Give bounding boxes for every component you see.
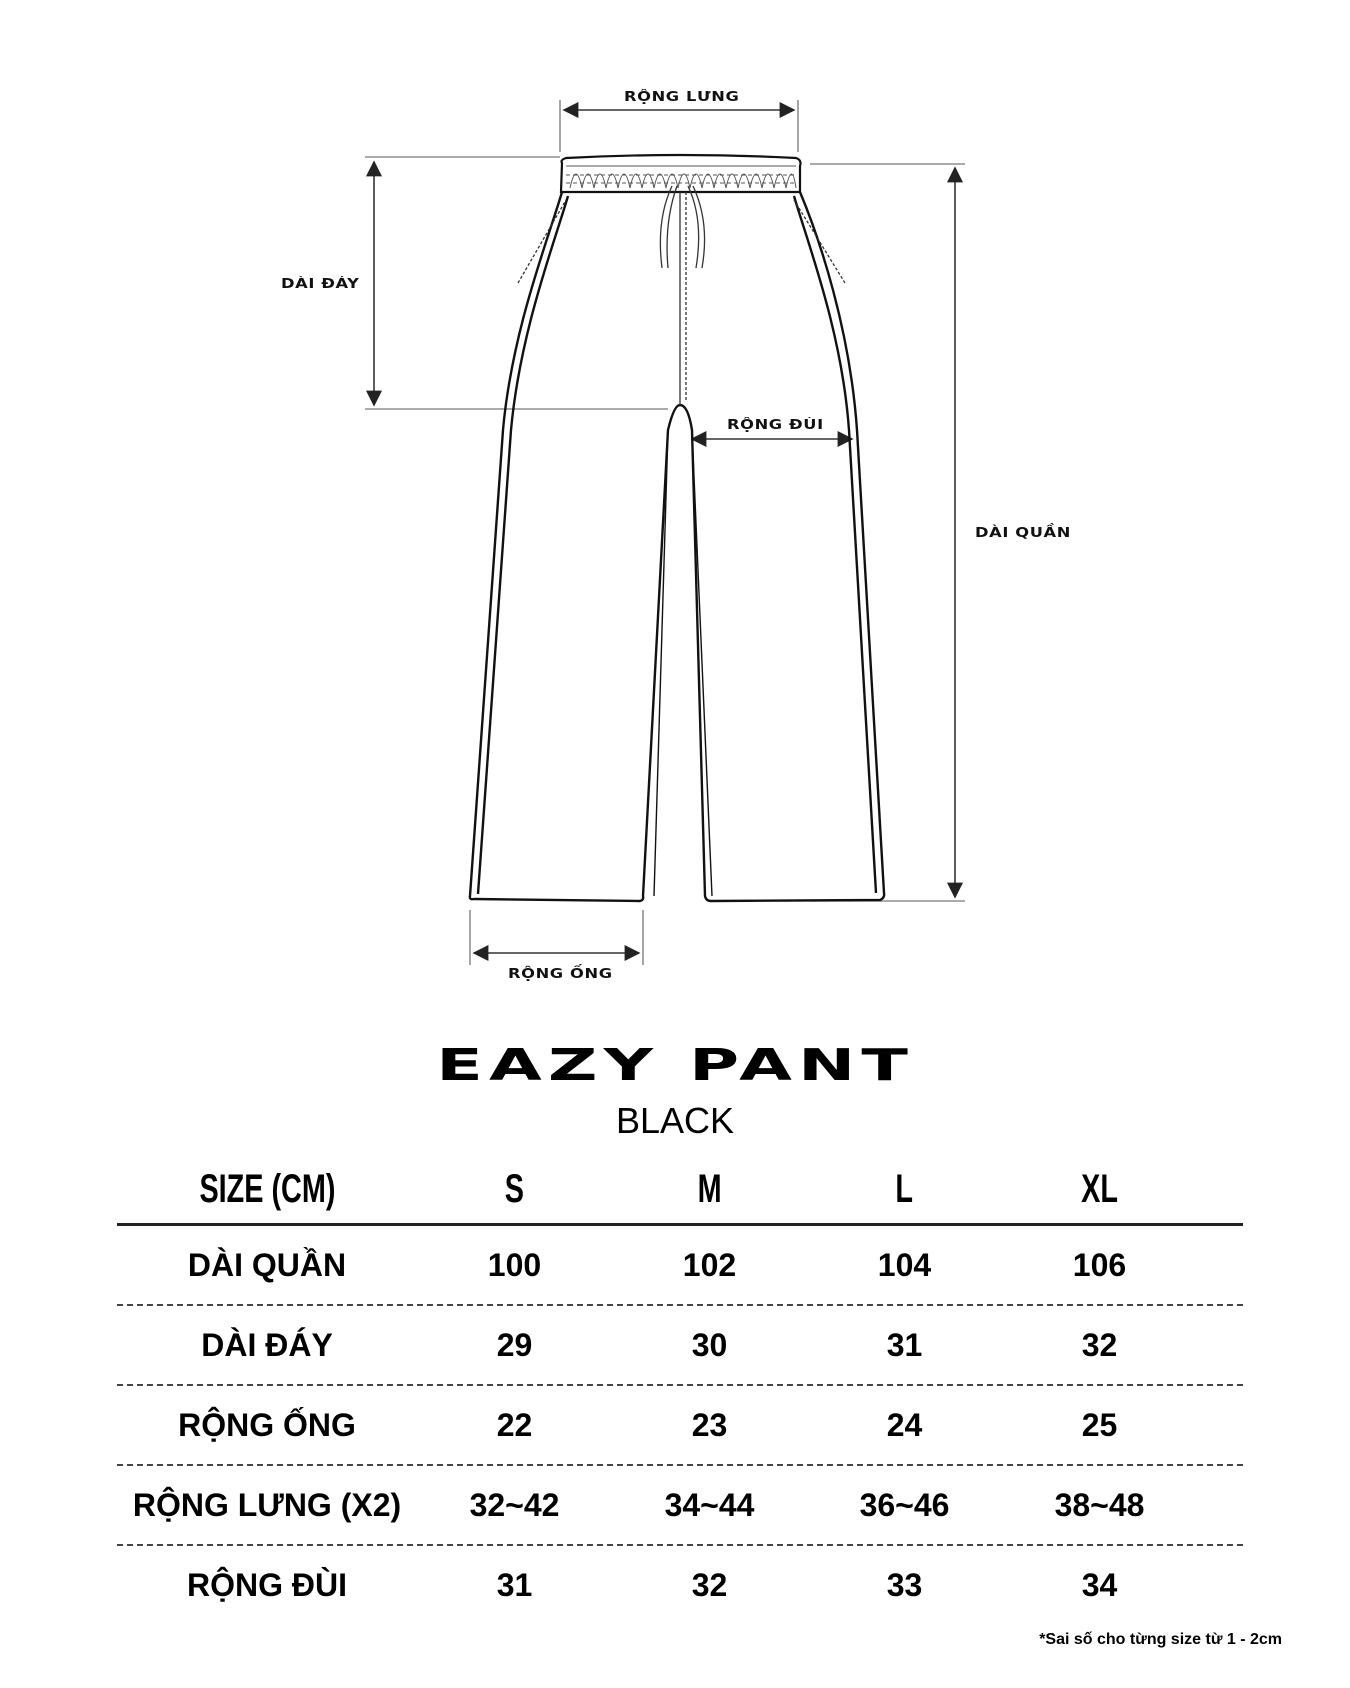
header-size-l: L <box>895 1166 914 1211</box>
product-color: BLACK <box>615 1100 735 1141</box>
table-row <box>117 1466 1243 1546</box>
cell-value: 29 <box>496 1326 533 1363</box>
size-table <box>117 1155 1243 1624</box>
dimension-label-dai-day: DÀI ĐÁY <box>281 277 360 292</box>
cell-value: 36~46 <box>859 1486 950 1523</box>
header-size-xl: XL <box>1081 1166 1118 1211</box>
row-label: DÀI QUẦN <box>187 1246 347 1283</box>
cell-value: 22 <box>496 1406 533 1443</box>
size-table-header <box>117 1155 1243 1226</box>
dimension-label-rong-ong: RỘNG ỐNG <box>508 967 613 982</box>
row-label: RỘNG LƯNG (X2) <box>132 1486 402 1523</box>
dimension-label-rong-dui: RỘNG ĐÙI <box>727 418 824 433</box>
row-label: RỘNG ĐÙI <box>187 1566 347 1603</box>
cell-value: 34 <box>1081 1566 1118 1603</box>
table-row <box>117 1386 1243 1466</box>
cell-value: 24 <box>886 1406 923 1443</box>
cell-value: 102 <box>682 1246 737 1283</box>
cell-value: 31 <box>496 1566 533 1603</box>
product-title <box>0 1040 1350 1091</box>
product-name: EAZY PANT <box>436 1040 914 1091</box>
table-row <box>117 1226 1243 1306</box>
header-size-m: M <box>697 1166 722 1211</box>
cell-value: 30 <box>691 1326 728 1363</box>
cell-value: 32 <box>1081 1326 1118 1363</box>
cell-value: 38~48 <box>1054 1486 1145 1523</box>
cell-value: 104 <box>877 1246 932 1283</box>
cell-value: 34~44 <box>664 1486 755 1523</box>
cell-value: 31 <box>886 1326 923 1363</box>
table-row <box>117 1546 1243 1624</box>
cell-value: 32 <box>691 1566 728 1603</box>
header-size-cm: SIZE (CM) <box>199 1166 335 1211</box>
cell-value: 106 <box>1072 1246 1127 1283</box>
dimension-label-rong-lung: RỘNG LƯNG <box>624 90 740 105</box>
row-label: RỘNG ỐNG <box>178 1406 356 1443</box>
cell-value: 32~42 <box>469 1486 560 1523</box>
dimension-label-dai-quan: DÀI QUẦN <box>975 526 1071 541</box>
cell-value: 100 <box>487 1246 542 1283</box>
header-size-s: S <box>504 1166 525 1211</box>
cell-value: 25 <box>1081 1406 1118 1443</box>
cell-value: 33 <box>886 1566 923 1603</box>
cell-value: 23 <box>691 1406 728 1443</box>
row-label: DÀI ĐÁY <box>201 1326 333 1363</box>
tolerance-footnote: *Sai số cho từng size từ 1 - 2cm <box>1039 1631 1282 1648</box>
table-row <box>117 1306 1243 1386</box>
